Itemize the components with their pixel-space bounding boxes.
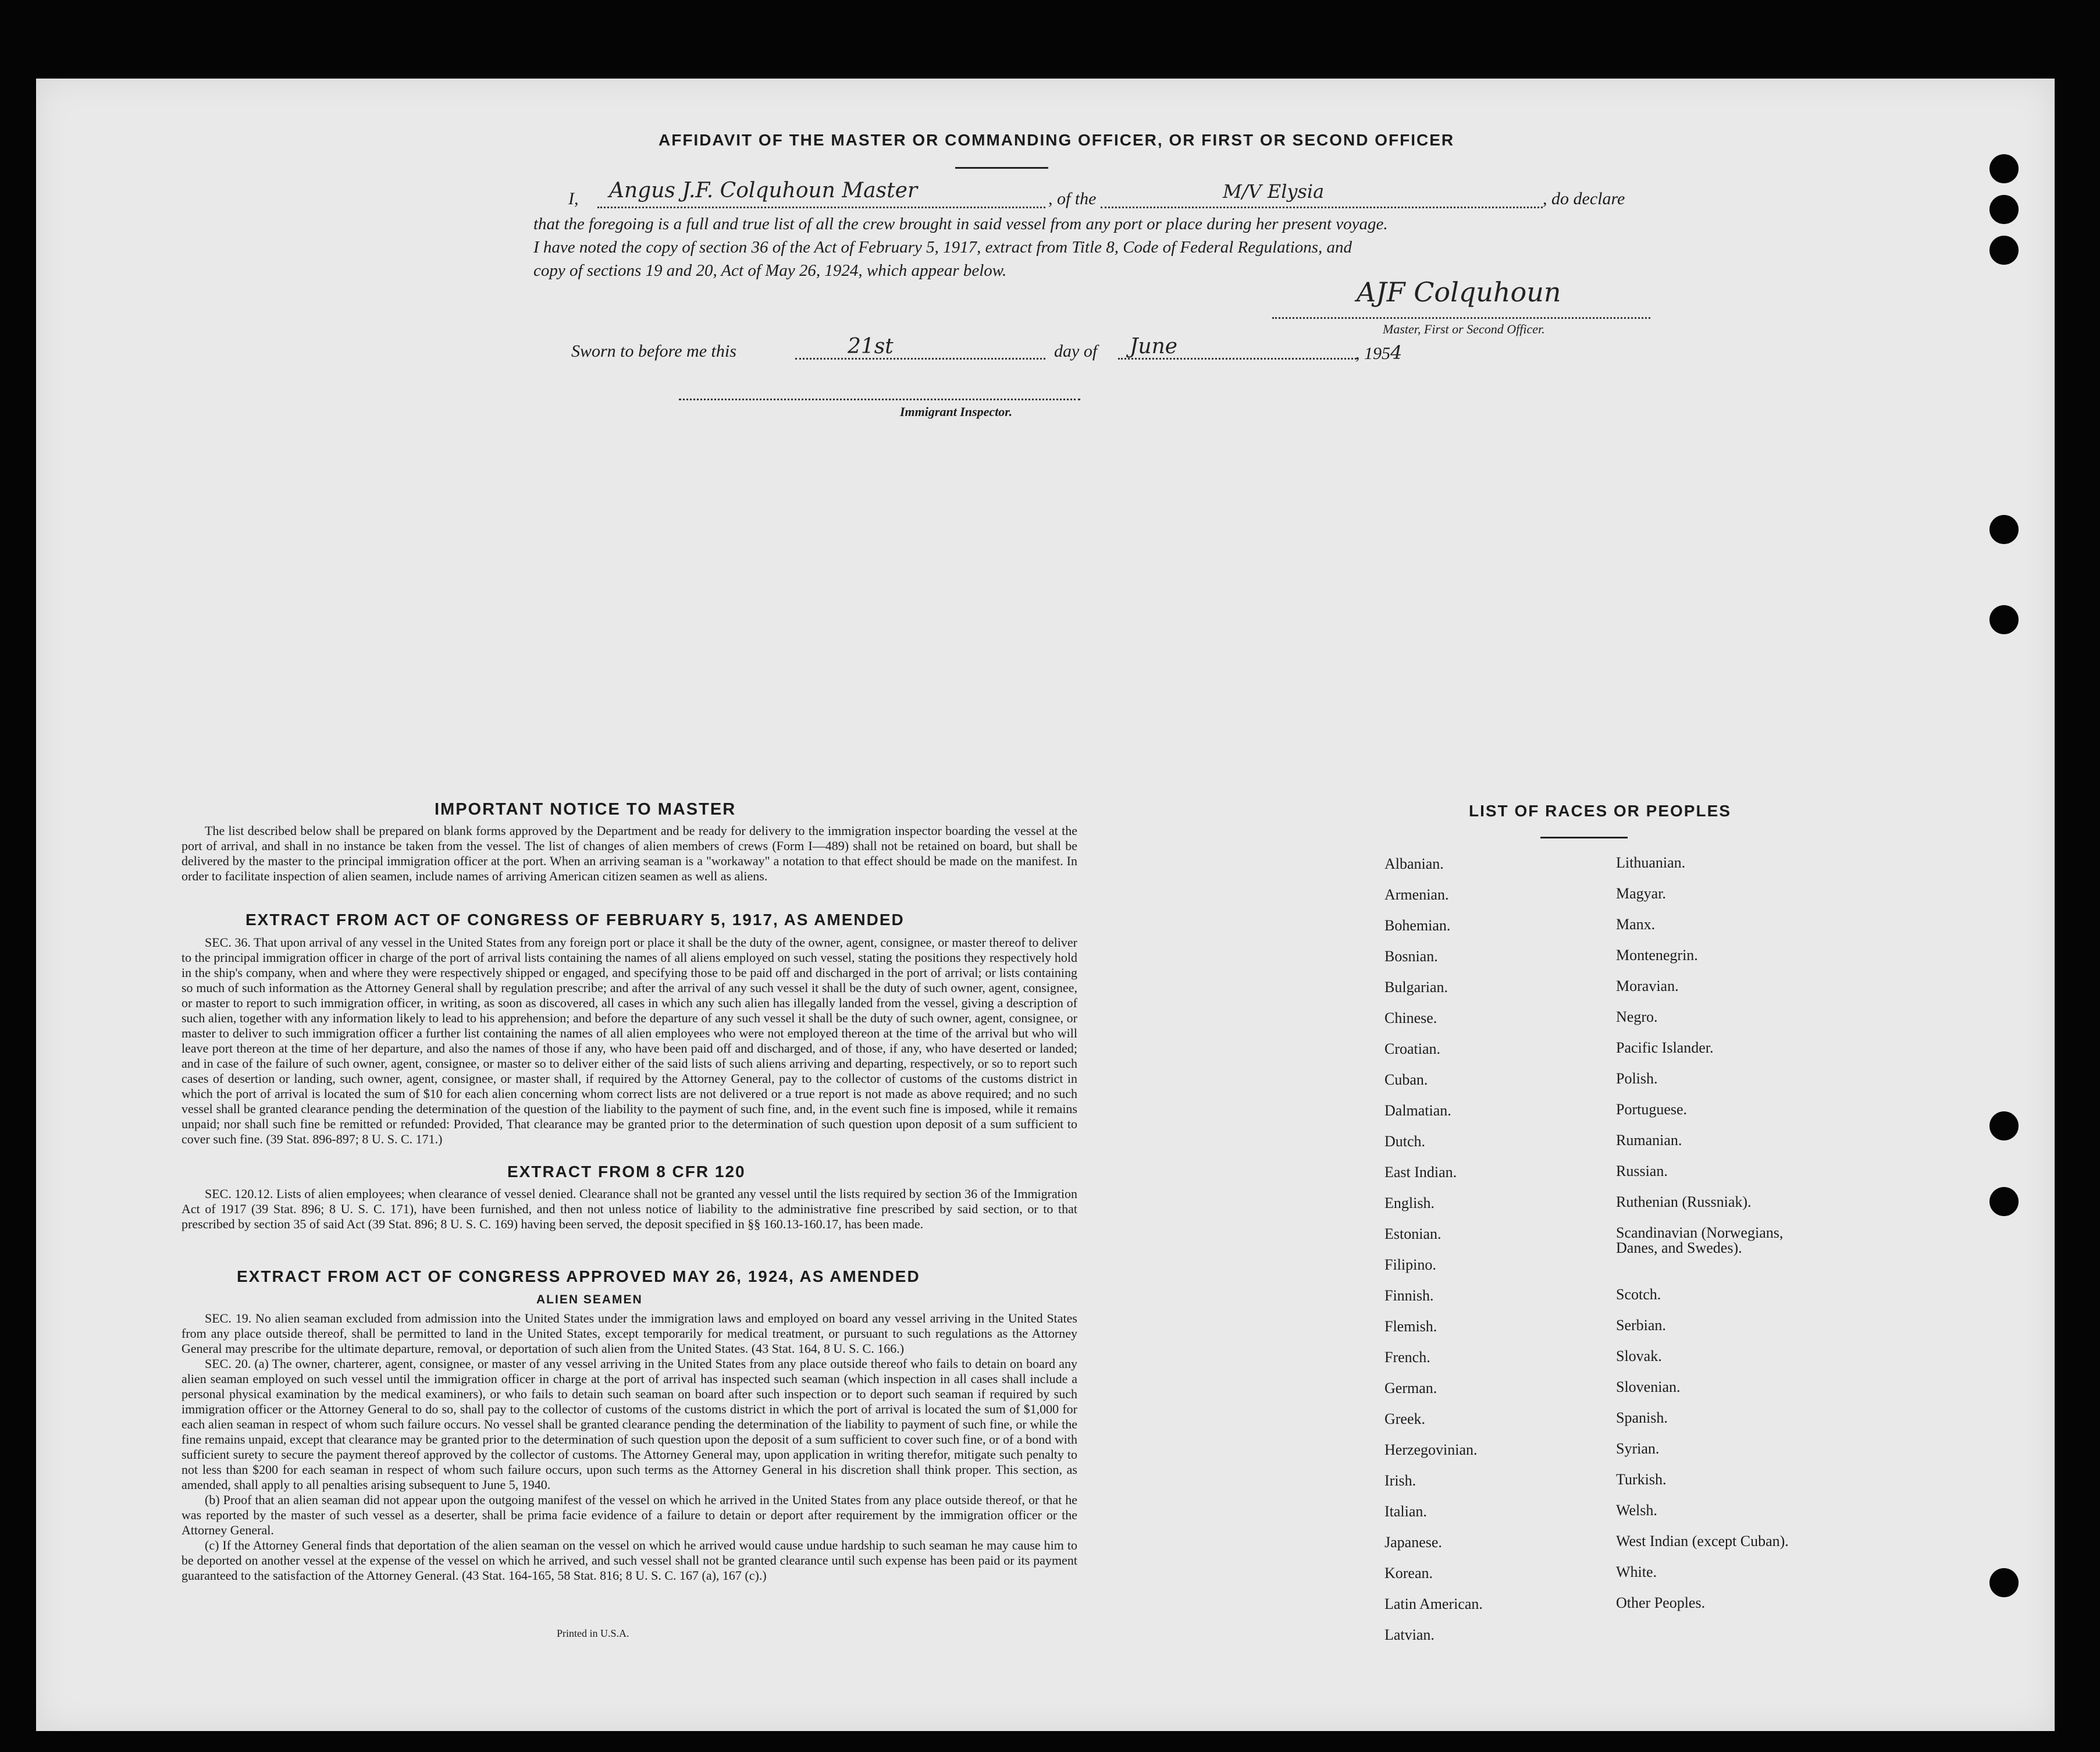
race-item: Latvian. (1384, 1626, 1435, 1643)
race-item: Ruthenian (Russniak). (1616, 1193, 1752, 1210)
race-item: Cuban. (1384, 1071, 1428, 1088)
sworn-day-field: 21st (848, 335, 894, 358)
race-item: Korean. (1384, 1565, 1433, 1582)
race-item: Welsh. (1616, 1502, 1657, 1519)
extract-1924-subtitle: ALIEN SEAMEN (536, 1293, 643, 1306)
race-item: Bulgarian. (1384, 979, 1448, 996)
race-item: Pacific Islander. (1616, 1039, 1714, 1056)
race-item: Spanish. (1616, 1409, 1668, 1426)
extract-1924-body (181, 1311, 1077, 1583)
sworn-label: Sworn to before me this (571, 342, 736, 361)
race-item: Dalmatian. (1384, 1102, 1451, 1119)
race-item: Latin American. (1384, 1595, 1483, 1612)
master-name-line (597, 207, 1045, 208)
title-rule (955, 167, 1048, 169)
signature-line (1272, 317, 1650, 319)
inspector-line (679, 399, 1080, 400)
do-declare-label: , do declare (1543, 189, 1625, 208)
i-label: I, (568, 189, 579, 208)
notice-text: The list described below shall be prepared on blank forms approved by the Department and be ready for delivery to the immigration inspector boarding the vessel at the port of arrival, and shall in no instance be taken from the vessel. The list of changes of alien members of crews (Form I—489) shall not be retained on board, but shall be delivered by the master to the principal immigration officer at the port. When an arriving seaman is a "workaway" a notation to that effect should be made on the manifest. In order to facilitate inspection of alien seamen, include names of arriving American citizen seamen as well as aliens. (181, 823, 1077, 883)
signature-caption: Master, First or Second Officer. (1383, 322, 1545, 336)
binder-hole-1 (1989, 154, 2019, 183)
race-item: Dutch. (1384, 1133, 1426, 1150)
declaration-line-1: that the foregoing is a full and true list of all the crew brought in said vessel from any port or place during her present voyage. (533, 215, 1388, 233)
race-item: Flemish. (1384, 1318, 1437, 1335)
year-prefix: , 1954 (1355, 342, 1403, 364)
printed-in-usa: Printed in U.S.A. (557, 1627, 629, 1639)
race-item: West Indian (except Cuban). (1616, 1533, 1789, 1550)
race-item: Moravian. (1616, 978, 1679, 994)
extract-1917-title: EXTRACT FROM ACT OF CONGRESS OF FEBRUARY 5, 1917, AS AMENDED (245, 911, 905, 929)
race-item: Scandinavian (Norwegians, Danes, and Swedes). (1616, 1224, 1784, 1256)
declaration-line-2: I have noted the copy of section 36 of the Act of February 5, 1917, extract from Title 8, Code of Federal Regulations, and (533, 238, 1352, 257)
sworn-day-line (795, 358, 1045, 360)
declaration-line-3: copy of sections 19 and 20, Act of May 26, 1924, which appear below. (533, 261, 1007, 280)
race-item: Syrian. (1616, 1440, 1660, 1457)
binder-hole-6 (1989, 1111, 2019, 1140)
races-title: LIST OF RACES OR PEOPLES (1469, 802, 1731, 820)
race-item: White. (1616, 1563, 1657, 1580)
sec-19-text: SEC. 19. No alien seaman excluded from admission into the United States under the immigration laws and employed on board any vessel arriving in the United States from any place outside thereof, shall be permitted to land in the United States, except temporarily for medical treatment, or pursuant to such regulations as the Attorney General may prescribe for the ultimate departure, removal, or deportation of such alien from the United States. (43 Stat. 164, 8 U. S. C. 166.) (181, 1311, 1077, 1356)
binder-hole-4 (1989, 515, 2019, 544)
race-item: German. (1384, 1380, 1437, 1396)
race-item: Herzegovinian. (1384, 1441, 1478, 1458)
race-item: Scotch. (1616, 1286, 1661, 1303)
sec-20c-text: (c) If the Attorney General finds that deportation of the alien seaman on the vessel on which he arrived would cause undue hardship to such seaman he may cause him to be deported on another vessel at the expense of the vessel on which he arrived, and such vessel shall not be granted clearance until such expense has been paid or its payment guaranteed to the satisfaction of the Attorney General. (43 Stat. 164-165, 58 Stat. 816; 8 U. S. C. 167 (a), 167 (c).) (181, 1538, 1077, 1583)
extract-cfr-text: SEC. 120.12. Lists of alien employees; when clearance of vessel denied. Clearance shall not be granted any vessel until the lists required by section 36 of the Immigration Act of 1917 (39 Stat. 896; 8 U. S. C. 171), have been furnished, and then not unless notice of liability to the administrative fine prescribed by said section, or to that prescribed by section 35 of said Act (39 Stat. 896; 8 U. S. C. 169) having been served, the deposit specified in §§ 160.13-160.17, has been made. (181, 1186, 1077, 1231)
sec-20a-text: SEC. 20. (a) The owner, charterer, agent, consignee, or master of any vessel arriving in the United States from any place outside thereof who fails to detain on board any alien seaman employed on such vessel until the immigration officer in charge at the port of arrival has inspected such seaman (which inspection in all cases shall include a personal physical examination by the medical examiners), or who fails to detain such seaman on board after such inspection or to deport such seaman if required by such immigration officer or the Attorney General to do so, shall pay to the collector of customs of the customs district in which the port of arrival is located the sum of $1,000 for each alien seaman in respect of whom such failure occurs. No vessel shall be granted clearance pending the determination of the liability to payment of such fine, or while the fine remains unpaid, except that clearance may be granted prior to the determination of such question upon the deposit of a sum sufficient to cover such fine, or of a bond with sufficient surety to secure the payment thereof approved by the collector of customs. The Attorney General may, upon application in writing therefor, mitigate such penalty to not less than $200 for each seaman in respect of whom such failure occurs, upon such terms as the Attorney General in his discretion shall think proper. This section, as amended, shall apply to all penalties arising subsequent to June 5, 1940. (181, 1356, 1077, 1492)
binder-hole-2 (1989, 195, 2019, 224)
master-signature: AJF Colquhoun (1357, 276, 1561, 308)
race-item: Croatian. (1384, 1040, 1441, 1057)
year-suffix-field: 4 (1390, 342, 1403, 364)
race-item: Finnish. (1384, 1287, 1434, 1304)
extract-1917-text: SEC. 36. That upon arrival of any vessel in the United States from any foreign port or place it shall be the duty of the owner, agent, consignee, or master thereof to deliver to the principal immigration officer in charge of the port of arrival lists containing the names of all aliens employed on such vessel, stating the positions they respectively hold in the ship's company, when and where they were respectively shipped or engaged, and specifying those to be paid off and discharged in the port of arrival; or lists containing so much of such information as the Attorney General shall by regulation prescribe; and after the arrival of any such vessel it shall be the duty of such owner, agent, consignee, or master to report to such immigration officer, in writing, as soon as discovered, all cases in which any such alien has illegally landed from the vessel, giving a description of such alien, together with any information likely to lead to his apprehension; and before the departure of any such vessel it shall be the duty of such owner, agent, consignee, or master to deliver to such immigration officer a further list containing the names of all alien employees who were not employed thereon at the time of the arrival but who will leave port thereon at the time of her departure, and also the names of those if any, who have been paid off and discharged, and of those, if any, who have deserted or landed; and in case of the failure of such owner, agent, consignee, or master so to deliver either of the said lists of such aliens arriving and departing, respectively, or so to report such cases of desertion or landing, such owner, agent, consignee, or master shall, if required by the Attorney General, pay to the collector of customs of the customs district in which the port of arrival is located the sum of $10 for each alien concerning whom correct lists are not delivered or a true report is not made as above required; and no such vessel shall be granted clearance pending the determination of the question of the liability to the payment of such fine, and, in the event such fine is imposed, while it remains unpaid; nor shall such fine be remitted or refunded: Provided, That clearance may be granted prior to the determination of such question upon deposit of a sum sufficient to cover such fine. (39 Stat. 896-897; 8 U. S. C. 171.) (181, 935, 1077, 1146)
affidavit-title: AFFIDAVIT OF THE MASTER OR COMMANDING OFFICER, OR FIRST OR SECOND OFFICER (659, 131, 1455, 149)
race-item: Portuguese. (1616, 1101, 1688, 1118)
race-item: Chinese. (1384, 1010, 1437, 1026)
race-item: Rumanian. (1616, 1132, 1682, 1149)
race-item: Greek. (1384, 1410, 1426, 1427)
race-item: Filipino. (1384, 1256, 1436, 1273)
master-name-field: Angus J.F. Colquhoun Master (609, 179, 918, 202)
race-item: Irish. (1384, 1472, 1416, 1489)
vessel-line (1101, 207, 1543, 208)
form-page (36, 79, 2055, 1731)
race-item: Estonian. (1384, 1225, 1441, 1242)
sec-20b-text: (b) Proof that an alien seaman did not appear upon the outgoing manifest of the vessel on which he arrived in the United States from any place outside thereof, or that he was reported by the master of such vessel as a deserter, shall be prima facie evidence of a failure to detain or deport after requirement by the immigration officer or the Attorney General. (181, 1492, 1077, 1537)
sworn-month-field: June (1130, 335, 1178, 358)
extract-cfr-title: EXTRACT FROM 8 CFR 120 (507, 1163, 746, 1181)
race-item: French. (1384, 1349, 1430, 1366)
race-item: Negro. (1616, 1008, 1658, 1025)
race-item: Serbian. (1616, 1317, 1666, 1334)
race-item: English. (1384, 1195, 1435, 1211)
race-item: East Indian. (1384, 1164, 1457, 1181)
race-item: Slovak. (1616, 1348, 1662, 1364)
race-item: Slovenian. (1616, 1378, 1681, 1395)
race-item: Bosnian. (1384, 948, 1438, 965)
inspector-caption: Immigrant Inspector. (900, 404, 1013, 419)
binder-hole-8 (1989, 1568, 2019, 1597)
race-item: Japanese. (1384, 1534, 1442, 1551)
binder-hole-5 (1989, 605, 2019, 634)
race-item: Magyar. (1616, 885, 1666, 902)
races-title-rule (1540, 837, 1628, 838)
vessel-name-field: M/V Elysia (1223, 180, 1325, 202)
race-item: Russian. (1616, 1163, 1668, 1179)
notice-title: IMPORTANT NOTICE TO MASTER (435, 800, 736, 819)
race-item: Lithuanian. (1616, 854, 1686, 871)
race-item: Italian. (1384, 1503, 1427, 1520)
race-item: Polish. (1616, 1070, 1658, 1087)
race-item: Bohemian. (1384, 917, 1451, 934)
race-item: Montenegrin. (1616, 947, 1698, 964)
of-the-label: , of the (1048, 189, 1097, 208)
race-item: Armenian. (1384, 886, 1449, 903)
race-item: Albanian. (1384, 855, 1444, 872)
race-item: Other Peoples. (1616, 1594, 1706, 1611)
extract-1924-title: EXTRACT FROM ACT OF CONGRESS APPROVED MAY 26, 1924, AS AMENDED (237, 1267, 920, 1285)
race-item: Manx. (1616, 916, 1656, 933)
binder-hole-3 (1989, 236, 2019, 265)
binder-hole-7 (1989, 1187, 2019, 1216)
day-of-label: day of (1054, 342, 1098, 361)
race-item: Turkish. (1616, 1471, 1667, 1488)
